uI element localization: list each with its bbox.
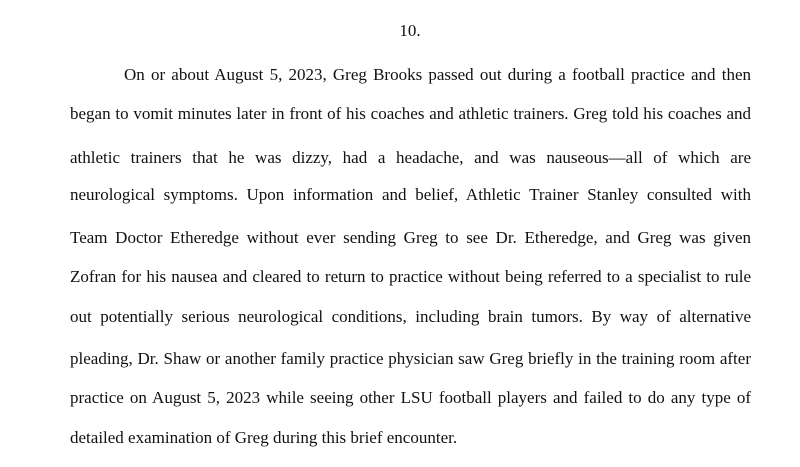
body-text-line: Team Doctor Etheredge without ever sending Greg to see Dr. Etheredge, and Greg was given <box>70 228 751 247</box>
paragraph-number: 10. <box>399 21 421 40</box>
body-text-line: neurological symptoms. Upon information and belief, Athletic Trainer Stanley consulted with <box>70 185 751 204</box>
body-text-line: detailed examination of Greg during this brief encounter. <box>70 428 458 447</box>
body-text-line: began to vomit minutes later in front of his coaches and athletic trainers. Greg told his coaches and <box>70 104 751 123</box>
body-text-line: On or about August 5, 2023, Greg Brooks passed out during a football practice and then <box>124 65 751 84</box>
body-text-line: pleading, Dr. Shaw or another family practice physician saw Greg briefly in the training room after <box>70 349 751 368</box>
body-text-line: out potentially serious neurological conditions, including brain tumors. By way of alternative <box>70 307 751 326</box>
body-text-line: athletic trainers that he was dizzy, had a headache, and was nauseous—all of which are <box>70 148 751 167</box>
body-text-line: Zofran for his nausea and cleared to return to practice without being referred to a specialist to rule <box>70 267 751 286</box>
body-text-line: practice on August 5, 2023 while seeing other LSU football players and failed to do any type of <box>70 388 751 407</box>
